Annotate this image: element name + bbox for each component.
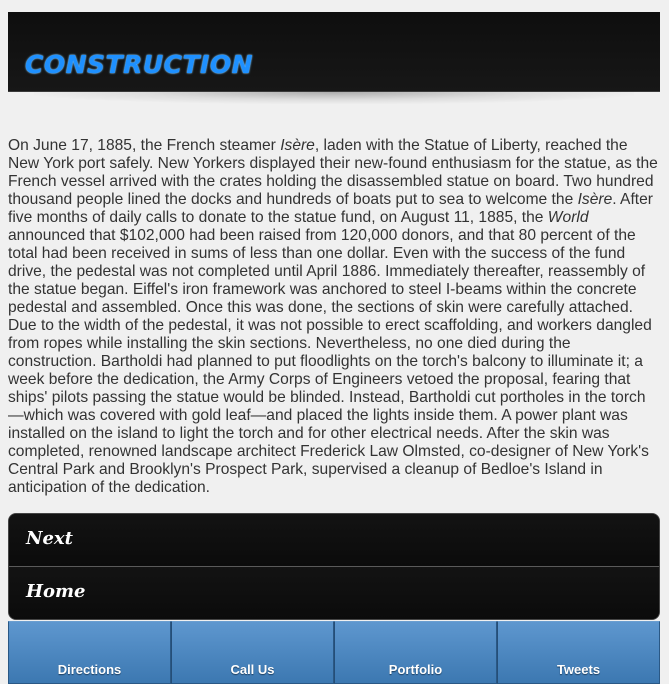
footer-button-label: Portfolio — [388, 662, 443, 677]
nav-item-next[interactable] — [9, 514, 659, 566]
footer-button-label: Tweets — [556, 662, 601, 677]
nav-item-label: Home — [26, 581, 86, 602]
article-text-segment: On June 17, 1885, the French steamer — [8, 137, 281, 154]
call-us-button[interactable] — [171, 621, 334, 684]
directions-button[interactable] — [8, 621, 171, 684]
article-text-segment: . After five months of daily calls to donate to the statue fund, on August 11, 1885, the — [8, 191, 653, 226]
article-content — [8, 137, 660, 497]
article-text-segment: World — [547, 209, 589, 226]
header-shadow — [34, 92, 634, 104]
portfolio-button[interactable] — [334, 621, 497, 684]
page-title: CONSTRUCTION — [25, 50, 254, 79]
footer-button-label: Call Us — [230, 662, 275, 677]
nav-item-home[interactable] — [9, 566, 659, 619]
article-text-segment: , laden with the Statue of Liberty, reached the New York port safely. New Yorkers displayed their new-found enthusiasm for the statue, as the French vessel arrived with the crates holding the disassembled statue on board. Two hundred thousand people lined the docks and hundreds of boats put to sea to welcome the — [8, 137, 658, 208]
tweets-button[interactable] — [497, 621, 660, 684]
article-paragraph — [8, 137, 660, 497]
footer-button-label: Directions — [57, 662, 122, 677]
nav-list — [8, 513, 660, 620]
header-bar — [8, 12, 660, 92]
page — [8, 12, 660, 677]
footer-nav — [8, 621, 660, 684]
article-text-segment: announced that $102,000 had been raised from 120,000 donors, and that 80 percent of the total had been received in sums of less than one dollar. Even with the success of the fund drive, the pedestal was not completed until April 1886. Immediately thereafter, reassembly of the statue began. Eiffel's iron framework was anchored to steel I-beams within the concrete pedestal and assembled. Once this was done, the sections of skin were carefully attached. Due to the width of the pedestal, it was not possible to erect scaffolding, and workers dangled from ropes while installing the skin sections. Nevertheless, no one died during the construction. Bartholdi had planned to put floodlights on the torch's balcony to illuminate it; a week before the dedication, the Army Corps of Engineers vetoed the proposal, fearing that ships' pilots passing the statue would be blinded. Instead, Bartholdi cut portholes in the torch—which was covered with gold leaf—and placed the lights inside them. A power plant was installed on the island to light the torch and for other electrical needs. After the skin was completed, renowned landscape architect Frederick Law Olmsted, co-designer of New York's Central Park and Brooklyn's Prospect Park, supervised a cleanup of Bedloe's Island in anticipation of the dedication. — [8, 227, 652, 496]
nav-item-label: Next — [26, 528, 73, 549]
article-text-segment: Isère — [280, 137, 315, 154]
article-text-segment: Isère — [577, 191, 613, 208]
